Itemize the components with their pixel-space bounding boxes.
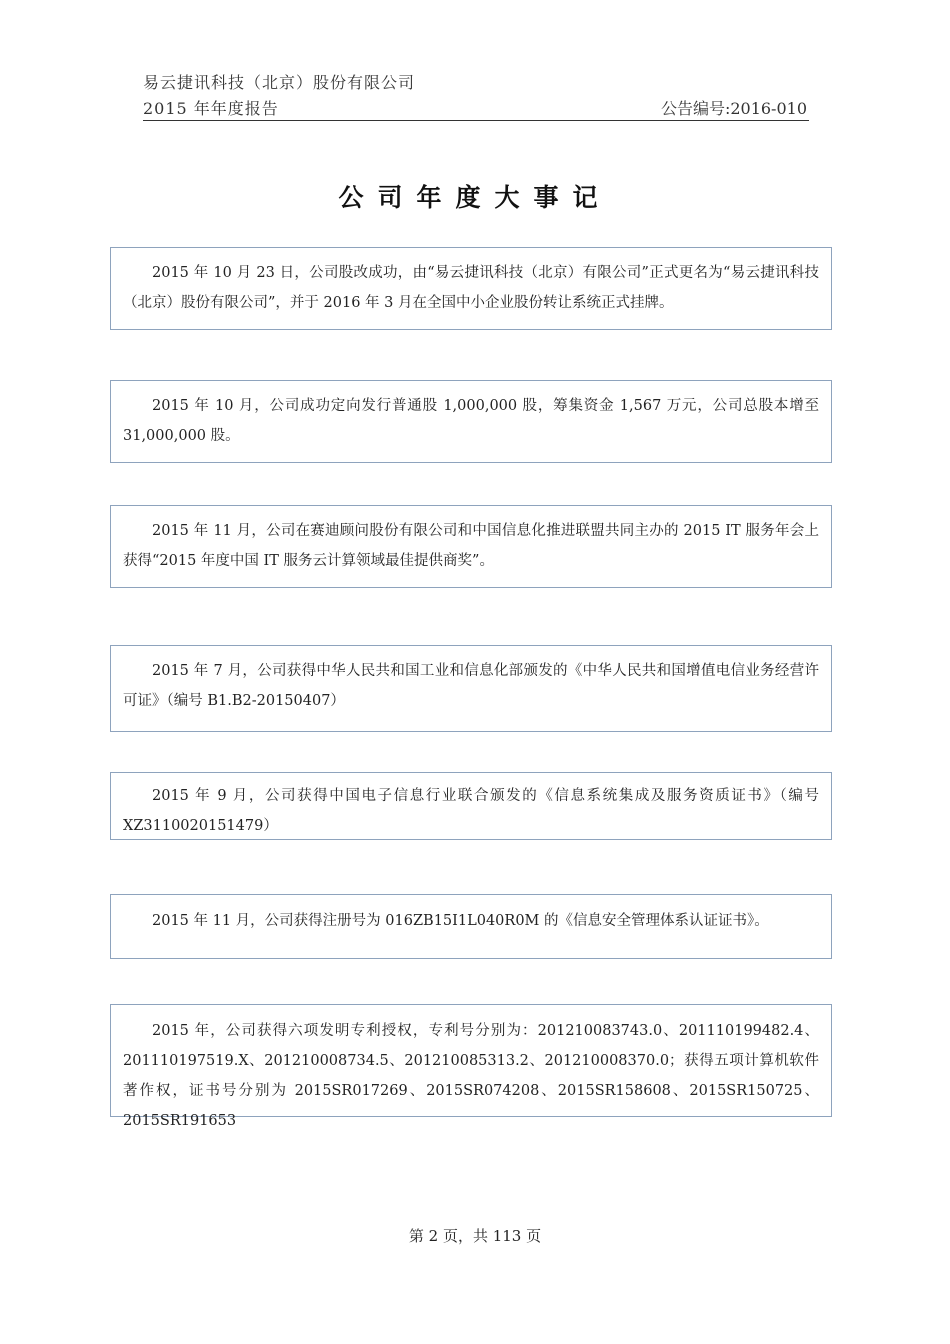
event-box-6 xyxy=(110,894,832,959)
event-text-1: 2015 年 10 月 23 日，公司股改成功，由“易云捷讯科技（北京）有限公司”正式更名为“易云捷讯科技（北京）股份有限公司”，并于 2016 年 3 月在全国中小企业股份转让系统正式挂牌。 xyxy=(123,265,819,311)
event-text-3: 2015 年 11 月，公司在赛迪顾问股份有限公司和中国信息化推进联盟共同主办的 2015 IT 服务年会上获得“2015 年度中国 IT 服务云计算领域最佳提供商奖”。 xyxy=(123,523,819,569)
header-notice-number: 公告编号:2016-010 xyxy=(660,99,807,118)
event-box-1 xyxy=(110,247,832,330)
event-text-4: 2015 年 7 月，公司获得中华人民共和国工业和信息化部颁发的《中华人民共和国增值电信业务经营许可证》（编号 B1.B2-20150407） xyxy=(123,663,819,709)
event-text-6: 2015 年 11 月，公司获得注册号为 016ZB15I1L040R0M 的《信息安全管理体系认证证书》。 xyxy=(152,913,769,929)
event-box-4 xyxy=(110,645,832,732)
page-title: 公司年度大事记 xyxy=(338,183,612,212)
event-box-3 xyxy=(110,505,832,588)
event-box-2 xyxy=(110,380,832,463)
page-footer: 第 2 页，共 113 页 xyxy=(408,1227,542,1245)
header-company-name: 易云捷讯科技（北京）股份有限公司 xyxy=(143,73,416,92)
header-rule-row xyxy=(143,96,809,121)
event-box-5 xyxy=(110,772,832,840)
event-text-5: 2015 年 9 月，公司获得中国电子信息行业联合颁发的《信息系统集成及服务资质证书》（编号 XZ3110020151479） xyxy=(123,788,819,834)
event-box-7 xyxy=(110,1004,832,1129)
event-text-7: 2015 年，公司获得六项发明专利授权，专利号分别为：201210083743.0、201110199482.4、201110197519.X、201210008734.5、201210085313.2、201210008370.0；获得五项计算机软件著作权，证书号分别为 2015SR017269、2015SR074208、2015SR158608、2015SR150725、2015SR191653 xyxy=(123,1023,819,1129)
header-report-title: 2015 年年度报告 xyxy=(143,99,279,118)
event-text-2: 2015 年 10 月，公司成功定向发行普通股 1,000,000 股，筹集资金 1,567 万元，公司总股本增至 31,000,000 股。 xyxy=(123,398,819,444)
